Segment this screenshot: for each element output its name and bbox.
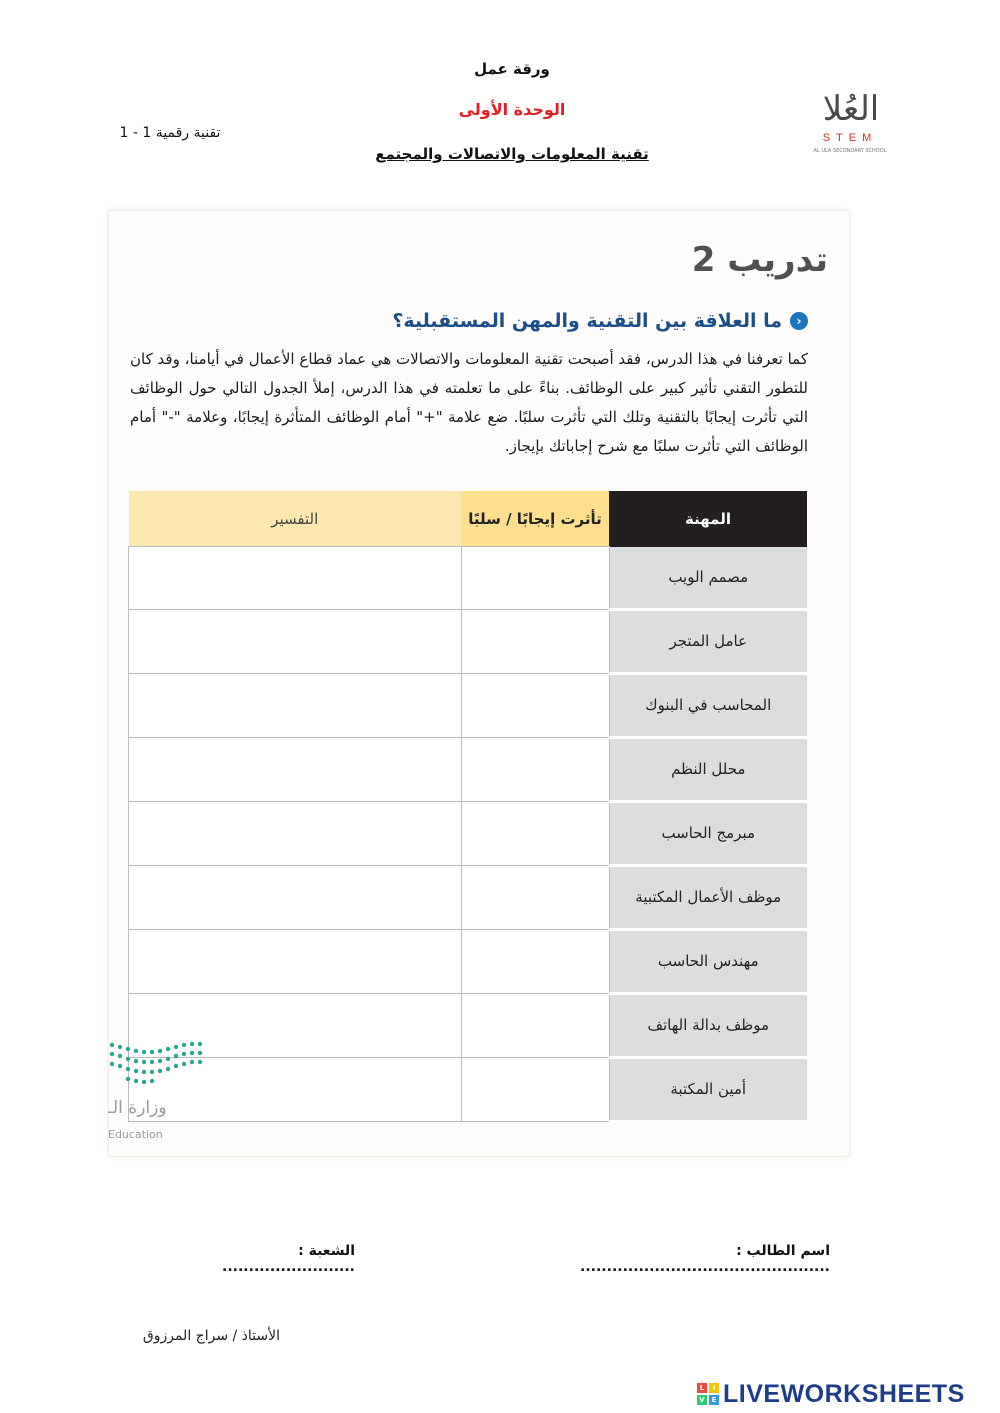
jobs-table [128, 491, 807, 1123]
effect-answer-cell[interactable] [461, 1057, 609, 1121]
logo-school-name: AL ULA SECONDARY SCHOOL [813, 148, 887, 154]
section-field[interactable]: الشعبة : ......................... [222, 1243, 355, 1275]
instructions-paragraph: كما تعرفنا في هذا الدرس، فقد أصبحت تقنية المعلومات والاتصالات هي عماد قطاع الأعمال في أيامنا، وقد كان للتطور التقني تأثير كبير على الوظائف. بناءً على ما تعلمته في هذا الدرس، إملأ الجدول التالي حول الوظائف التي تأثرت إيجابًا بالتقنية وتلك التي تأثرت سلبًا. ضع علامة "+" أمام الوظائف المتأثرة إيجابًا، وعلامة "-" أمام الوظائف التي تأثرت سلبًا مع شرح إجاباتك بإيجاز. [130, 350, 808, 455]
table-header-row [129, 491, 808, 547]
student-name-field[interactable]: اسم الطالب : ............................................... [580, 1243, 830, 1275]
question-text: ما العلاقة بين التقنية والمهن المستقبلية؟ [392, 310, 782, 332]
ministry-english: Education [108, 1128, 163, 1141]
exercise-title: تدريب 2 [691, 240, 828, 280]
job-cell: مبرمج الحاسب [609, 801, 807, 865]
course-label: تقنية رقمية 1 - 1 [119, 125, 221, 141]
explanation-answer-cell[interactable] [129, 609, 462, 673]
teacher-name: الأستاذ / سراج المرزوق [142, 1328, 280, 1344]
job-cell: مصمم الويب [609, 547, 807, 610]
explanation-answer-cell[interactable] [129, 673, 462, 737]
job-cell: أمين المكتبة [609, 1057, 807, 1121]
effect-answer-cell[interactable] [461, 929, 609, 993]
ministry-arabic: وزارة الـ [108, 1098, 167, 1118]
explanation-answer-cell[interactable] [129, 737, 462, 801]
unit-title: الوحدة الأولى [458, 100, 566, 119]
brand-letter: L [697, 1383, 707, 1393]
brand-letter: E [709, 1395, 719, 1405]
header-job: المهنة [609, 491, 807, 547]
table-row [129, 673, 808, 737]
effect-answer-cell[interactable] [461, 993, 609, 1057]
explanation-answer-cell[interactable] [129, 865, 462, 929]
effect-answer-cell[interactable] [461, 801, 609, 865]
explanation-answer-cell[interactable] [129, 801, 462, 865]
table-row [129, 609, 808, 673]
ministry-dots-icon [108, 1040, 208, 1085]
brand-letter: I [709, 1383, 719, 1393]
liveworksheets-wordmark: LIVEWORKSHEETS [723, 1379, 965, 1408]
effect-answer-cell[interactable] [461, 673, 609, 737]
table-row [129, 865, 808, 929]
explanation-answer-cell[interactable] [129, 929, 462, 993]
effect-answer-cell[interactable] [461, 547, 609, 610]
job-cell: عامل المتجر [609, 609, 807, 673]
effect-answer-cell[interactable] [461, 737, 609, 801]
table-row [129, 993, 808, 1057]
chevron-left-icon: ‹ [790, 312, 808, 330]
job-cell: المحاسب في البنوك [609, 673, 807, 737]
liveworksheets-brand [697, 1378, 997, 1410]
job-cell: موظف الأعمال المكتبية [609, 865, 807, 929]
liveworksheets-logo-icon [697, 1383, 719, 1405]
effect-answer-cell[interactable] [461, 609, 609, 673]
header-effect: تأثرت إيجابًا / سلبًا [461, 491, 609, 547]
explanation-answer-cell[interactable] [129, 547, 462, 610]
brand-letter: V [697, 1395, 707, 1405]
table-row [129, 929, 808, 993]
question-row [300, 310, 808, 332]
job-cell: موظف بدالة الهاتف [609, 993, 807, 1057]
school-logo [810, 88, 890, 163]
subject-title: تقنية المعلومات والاتصالات والمجتمع [375, 145, 649, 163]
job-cell: مهندس الحاسب [609, 929, 807, 993]
table-row [129, 801, 808, 865]
effect-answer-cell[interactable] [461, 865, 609, 929]
worksheet-title: ورقة عمل [474, 60, 550, 78]
header-explanation: التفسير [129, 491, 462, 547]
table-row [129, 547, 808, 610]
ministry-logo [108, 1040, 218, 1150]
job-cell: محلل النظم [609, 737, 807, 801]
table-row [129, 737, 808, 801]
logo-stem-text: STEM [822, 132, 878, 144]
logo-mark: العُلا [822, 89, 880, 129]
table-row [129, 1057, 808, 1121]
